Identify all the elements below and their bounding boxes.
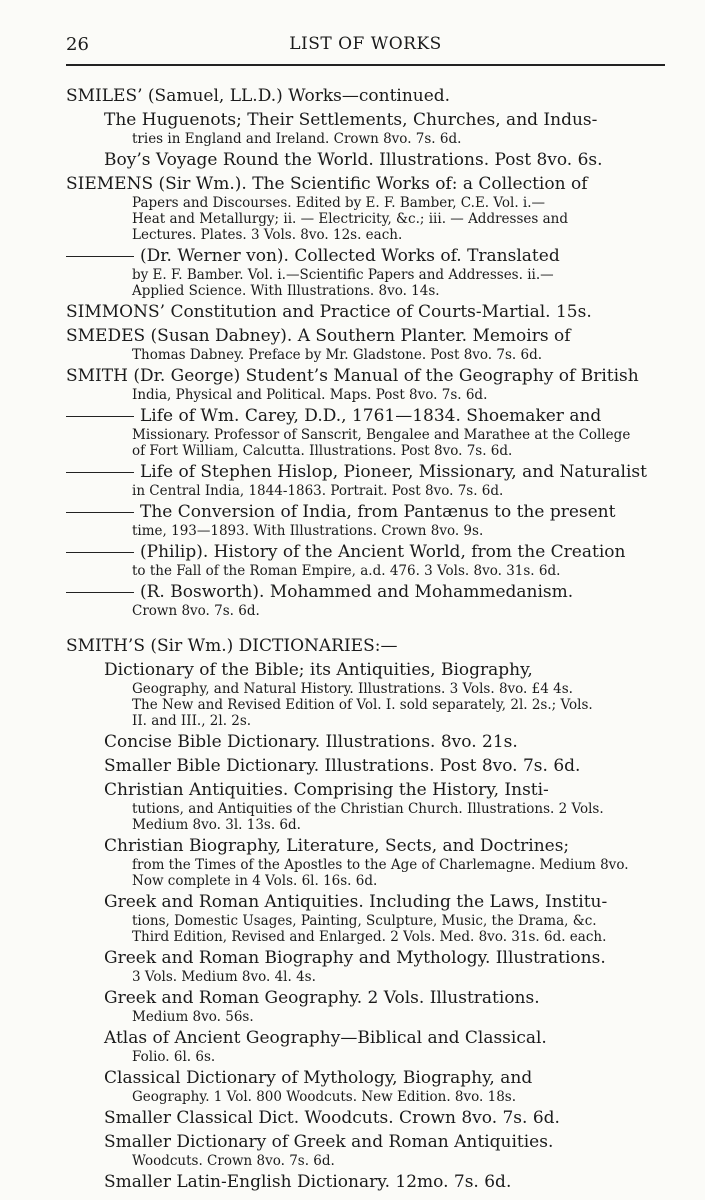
entry-text: (Dr. Werner von). Collected Works of. Translated (140, 246, 560, 266)
entry-text: Smaller Bible Dictionary. Illustrations. Post 8vo. 7s. 6d. (104, 756, 581, 776)
catalog-entry (66, 948, 665, 985)
entry-heading-line (66, 636, 665, 657)
entry-detail-line (66, 227, 665, 243)
entry-text: Woodcuts. Crown 8vo. 7s. 6d. (132, 1153, 335, 1169)
entry-text: The Huguenots; Their Settlements, Churches, and Indus- (104, 110, 598, 130)
entry-text: Greek and Roman Geography. 2 Vols. Illustrations. (104, 988, 540, 1008)
catalog-entry (66, 1028, 665, 1065)
entry-detail-line (66, 387, 665, 403)
entry-text: Now complete in 4 Vols. 6l. 16s. 6d. (132, 873, 378, 889)
catalog-entry (66, 780, 665, 833)
entry-heading-line (66, 756, 665, 777)
catalog-entry (66, 636, 665, 657)
entry-text: India, Physical and Political. Maps. Post 8vo. 7s. 6d. (132, 387, 488, 403)
entry-detail-line (66, 427, 665, 443)
catalog-entry (66, 462, 665, 499)
entry-text: tries in England and Ireland. Crown 8vo. 7s. 6d. (132, 131, 462, 147)
entry-text: SIEMENS (Sir Wm.). The Scientific Works of: a Collection of (66, 174, 588, 194)
running-title: LIST OF WORKS (289, 34, 442, 54)
ditto-dash (66, 472, 134, 473)
entry-text: II. and III., 2l. 2s. (132, 713, 252, 729)
catalog-entry (66, 1108, 665, 1129)
entry-text: Folio. 6l. 6s. (132, 1049, 216, 1065)
entry-heading-line (66, 836, 665, 857)
entry-detail-line (66, 713, 665, 729)
page-number: 26 (66, 34, 89, 55)
works-list (66, 86, 665, 1196)
entry-heading-line (66, 582, 665, 603)
entry-detail-line (66, 483, 665, 499)
catalog-entry (66, 302, 665, 323)
entry-heading-line (66, 150, 665, 171)
entry-text: Missionary. Professor of Sanscrit, Bengalee and Marathee at the College (132, 427, 631, 443)
entry-text: Applied Science. With Illustrations. 8vo. 14s. (132, 283, 440, 299)
catalog-entry (66, 326, 665, 363)
entry-text: Third Edition, Revised and Enlarged. 2 Vols. Med. 8vo. 31s. 6d. each. (132, 929, 607, 945)
entry-detail-line (66, 1089, 665, 1105)
entry-heading-line (66, 892, 665, 913)
entry-detail-line (66, 913, 665, 929)
catalog-entry (66, 150, 665, 171)
entry-detail-line (66, 1153, 665, 1169)
entry-text: Papers and Discourses. Edited by E. F. Bamber, C.E. Vol. i.— (132, 195, 546, 211)
entry-text: Geography, and Natural History. Illustrations. 3 Vols. 8vo. £4 4s. (132, 681, 573, 697)
entry-heading-line (66, 326, 665, 347)
page-header (66, 34, 665, 58)
entry-heading-line (66, 302, 665, 323)
entry-detail-line (66, 1049, 665, 1065)
entry-detail-line (66, 563, 665, 579)
entry-text: from the Times of the Apostles to the Age of Charlemagne. Medium 8vo. (132, 857, 629, 873)
entry-heading-line (66, 110, 665, 131)
catalog-entry (66, 892, 665, 945)
catalog-entry (66, 756, 665, 777)
entry-detail-line (66, 523, 665, 539)
entry-detail-line (66, 211, 665, 227)
entry-text: Medium 8vo. 3l. 13s. 6d. (132, 817, 301, 833)
entry-text: (R. Bosworth). Mohammed and Mohammedanism. (140, 582, 574, 602)
catalog-entry (66, 86, 665, 107)
catalog-entry (66, 406, 665, 459)
entry-heading-line (66, 366, 665, 387)
catalog-entry (66, 174, 665, 243)
entry-text: Crown 8vo. 7s. 6d. (132, 603, 260, 619)
catalog-entry (66, 732, 665, 753)
entry-heading-line (66, 1172, 665, 1193)
entry-heading-line (66, 1132, 665, 1153)
entry-text: time, 193—1893. With Illustrations. Crown 8vo. 9s. (132, 523, 484, 539)
entry-detail-line (66, 697, 665, 713)
entry-text: Heat and Metallurgy; ii. — Electricity, &c.; iii. — Addresses and (132, 211, 568, 227)
entry-heading-line (66, 502, 665, 523)
ditto-dash (66, 416, 134, 417)
entry-text: Greek and Roman Antiquities. Including the Laws, Institu- (104, 892, 608, 912)
entry-text: to the Fall of the Roman Empire, a.d. 476. 3 Vols. 8vo. 31s. 6d. (132, 563, 561, 579)
entry-heading-line (66, 780, 665, 801)
ditto-dash (66, 552, 134, 553)
catalog-entry (66, 836, 665, 889)
catalog-entry (66, 110, 665, 147)
entry-detail-line (66, 195, 665, 211)
catalog-entry (66, 660, 665, 729)
catalog-entry (66, 988, 665, 1025)
entry-detail-line (66, 443, 665, 459)
entry-text: Christian Biography, Literature, Sects, and Doctrines; (104, 836, 570, 856)
entry-text: Smaller Dictionary of Greek and Roman Antiquities. (104, 1132, 554, 1152)
entry-text: tutions, and Antiquities of the Christian Church. Illustrations. 2 Vols. (132, 801, 604, 817)
entry-text: SMILES’ (Samuel, LL.D.) Works—continued. (66, 86, 451, 106)
entry-heading-line (66, 948, 665, 969)
entry-text: Classical Dictionary of Mythology, Biography, and (104, 1068, 533, 1088)
entry-text: Geography. 1 Vol. 800 Woodcuts. New Edition. 8vo. 18s. (132, 1089, 517, 1105)
entry-text: Smaller Latin-English Dictionary. 12mo. 7s. 6d. (104, 1172, 512, 1192)
entry-heading-line (66, 660, 665, 681)
ditto-dash (66, 512, 134, 513)
entry-heading-line (66, 174, 665, 195)
entry-text: Atlas of Ancient Geography—Biblical and Classical. (104, 1028, 547, 1048)
entry-detail-line (66, 801, 665, 817)
entry-text: SMEDES (Susan Dabney). A Southern Planter. Memoirs of (66, 326, 571, 346)
entry-text: The Conversion of India, from Pantænus to the present (140, 502, 616, 522)
entry-text: Boy’s Voyage Round the World. Illustrations. Post 8vo. 6s. (104, 150, 603, 170)
catalog-entry (66, 1068, 665, 1105)
entry-detail-line (66, 347, 665, 363)
ditto-dash (66, 592, 134, 593)
entry-text: by E. F. Bamber. Vol. i.—Scientific Papers and Addresses. ii.— (132, 267, 554, 283)
entry-text: The New and Revised Edition of Vol. I. sold separately, 2l. 2s.; Vols. (132, 697, 593, 713)
entry-detail-line (66, 267, 665, 283)
entry-text: Smaller Classical Dict. Woodcuts. Crown 8vo. 7s. 6d. (104, 1108, 560, 1128)
entry-heading-line (66, 732, 665, 753)
catalog-entry (66, 366, 665, 403)
header-rule (66, 64, 665, 66)
entry-detail-line (66, 603, 665, 619)
entry-detail-line (66, 283, 665, 299)
entry-heading-line (66, 1068, 665, 1089)
catalog-entry (66, 1132, 665, 1169)
entry-heading-line (66, 542, 665, 563)
entry-text: tions, Domestic Usages, Painting, Sculpture, Music, the Drama, &c. (132, 913, 597, 929)
entry-text: Concise Bible Dictionary. Illustrations. 8vo. 21s. (104, 732, 518, 752)
ditto-dash (66, 256, 134, 257)
entry-detail-line (66, 929, 665, 945)
entry-text: 3 Vols. Medium 8vo. 4l. 4s. (132, 969, 316, 985)
entry-heading-line (66, 406, 665, 427)
catalog-entry (66, 542, 665, 579)
entry-text: Medium 8vo. 56s. (132, 1009, 254, 1025)
catalog-entry (66, 246, 665, 299)
entry-heading-line (66, 1108, 665, 1129)
entry-text: (Philip). History of the Ancient World, from the Creation (140, 542, 626, 562)
entry-heading-line (66, 462, 665, 483)
entry-text: of Fort William, Calcutta. Illustrations. Post 8vo. 7s. 6d. (132, 443, 513, 459)
entry-heading-line (66, 86, 665, 107)
entry-text: Life of Stephen Hislop, Pioneer, Missionary, and Naturalist (140, 462, 647, 482)
entry-text: SIMMONS’ Constitution and Practice of Courts-Martial. 15s. (66, 302, 592, 322)
entry-text: Dictionary of the Bible; its Antiquities, Biography, (104, 660, 533, 680)
entry-detail-line (66, 857, 665, 873)
catalog-entry (66, 1172, 665, 1193)
catalog-entry (66, 502, 665, 539)
entry-detail-line (66, 131, 665, 147)
entry-detail-line (66, 969, 665, 985)
entry-detail-line (66, 1009, 665, 1025)
entry-heading-line (66, 988, 665, 1009)
entry-text: Life of Wm. Carey, D.D., 1761—1834. Shoemaker and (140, 406, 602, 426)
entry-text: Christian Antiquities. Comprising the History, Insti- (104, 780, 549, 800)
catalog-entry (66, 582, 665, 619)
entry-text: SMITH’S (Sir Wm.) DICTIONARIES:— (66, 636, 398, 656)
entry-text: SMITH (Dr. George) Student’s Manual of the Geography of British (66, 366, 639, 386)
entry-detail-line (66, 817, 665, 833)
entry-detail-line (66, 873, 665, 889)
section-gap (66, 622, 665, 636)
entry-text: Thomas Dabney. Preface by Mr. Gladstone. Post 8vo. 7s. 6d. (132, 347, 543, 363)
entry-text: Greek and Roman Biography and Mythology. Illustrations. (104, 948, 606, 968)
entry-heading-line (66, 246, 665, 267)
entry-heading-line (66, 1028, 665, 1049)
entry-detail-line (66, 681, 665, 697)
entry-text: in Central India, 1844-1863. Portrait. Post 8vo. 7s. 6d. (132, 483, 504, 499)
entry-text: Lectures. Plates. 3 Vols. 8vo. 12s. each. (132, 227, 403, 243)
